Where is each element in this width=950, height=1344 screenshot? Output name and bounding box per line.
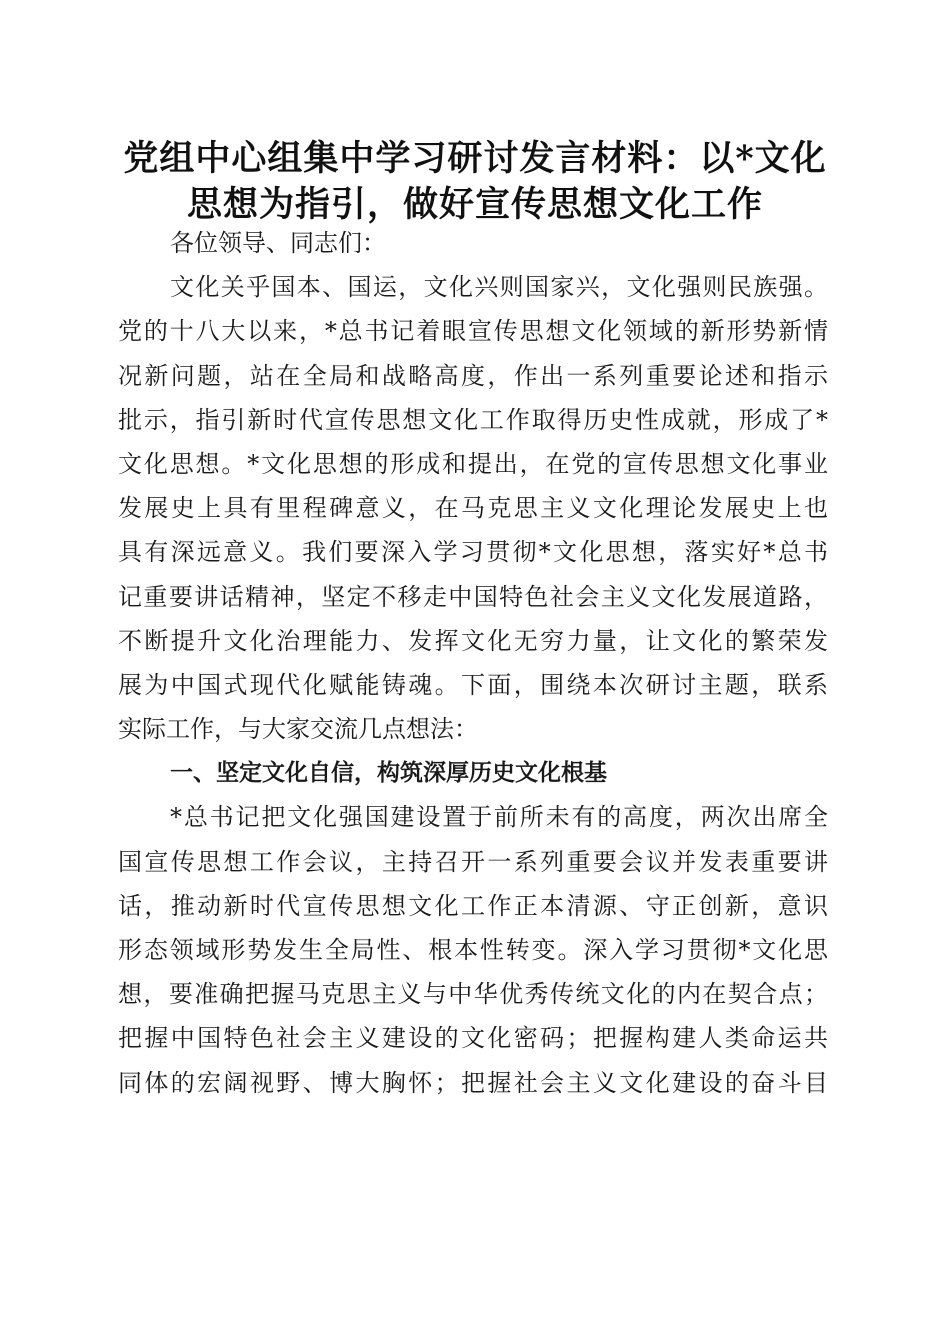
intro-line: 文化思想。*文化思想的形成和提出，在党的宣传思想文化事业 (118, 449, 828, 478)
intro-line: 记重要讲话精神，坚定不移走中国特色社会主义文化发展道路， (118, 582, 828, 611)
intro-line: 况新问题，站在全局和战略高度，作出一系列重要论述和指示 (118, 361, 828, 390)
intro-line: 不断提升文化治理能力、发挥文化无穷力量，让文化的繁荣发 (118, 626, 828, 655)
section-1-line: 形态领域形势发生全局性、根本性转变。深入学习贯彻*文化思 (118, 936, 828, 964)
salutation (118, 221, 828, 265)
section-1-line: 国宣传思想工作会议，主持召开一系列重要会议并发表重要讲 (118, 847, 828, 876)
intro-line: 发展史上具有里程碑意义，在马克思主义文化理论发展史上也 (118, 494, 828, 523)
document-body (118, 221, 828, 1105)
section-1-line: 把握中国特色社会主义建设的文化密码；把握构建人类命运共 (118, 1024, 828, 1053)
section-1-line: *总书记把文化强国建设置于前所未有的高度，两次出席全 (170, 803, 828, 832)
intro-line: 批示，指引新时代宣传思想文化工作取得历史性成就，形成了* (118, 405, 828, 434)
intro-line: 党的十八大以来，*总书记着眼宣传思想文化领域的新形势新情 (118, 317, 828, 346)
section-1-line: 想，要准确把握马克思主义与中华优秀传统文化的内在契合点； (118, 980, 828, 1009)
intro-line: 实际工作，与大家交流几点想法： (118, 715, 478, 744)
section-1-line: 话，推动新时代宣传思想文化工作正本清源、守正创新，意识 (118, 891, 828, 920)
title-line-1: 党组中心组集中学习研讨发言材料：以*文化 (123, 138, 827, 179)
section-1-paragraph (118, 795, 828, 1104)
intro-line: 展为中国式现代化赋能铸魂。下面，围绕本次研讨主题，联系 (118, 670, 828, 699)
salutation-line: 各位领导、同志们： (170, 229, 386, 257)
intro-line: 具有深远意义。我们要深入学习贯彻*文化思想，落实好*总书 (118, 538, 828, 567)
document-title (118, 136, 832, 228)
section-heading (118, 751, 828, 795)
intro-paragraph (118, 265, 828, 751)
title-line-2: 思想为指引，做好宣传思想文化工作 (186, 184, 763, 225)
intro-line: 文化关乎国本、国运，文化兴则国家兴，文化强则民族强。 (170, 273, 828, 302)
section-1-line: 同体的宏阔视野、博大胸怀；把握社会主义文化建设的奋斗目 (118, 1068, 828, 1097)
section-1-heading: 一、坚定文化自信，构筑深厚历史文化根基 (170, 760, 607, 787)
